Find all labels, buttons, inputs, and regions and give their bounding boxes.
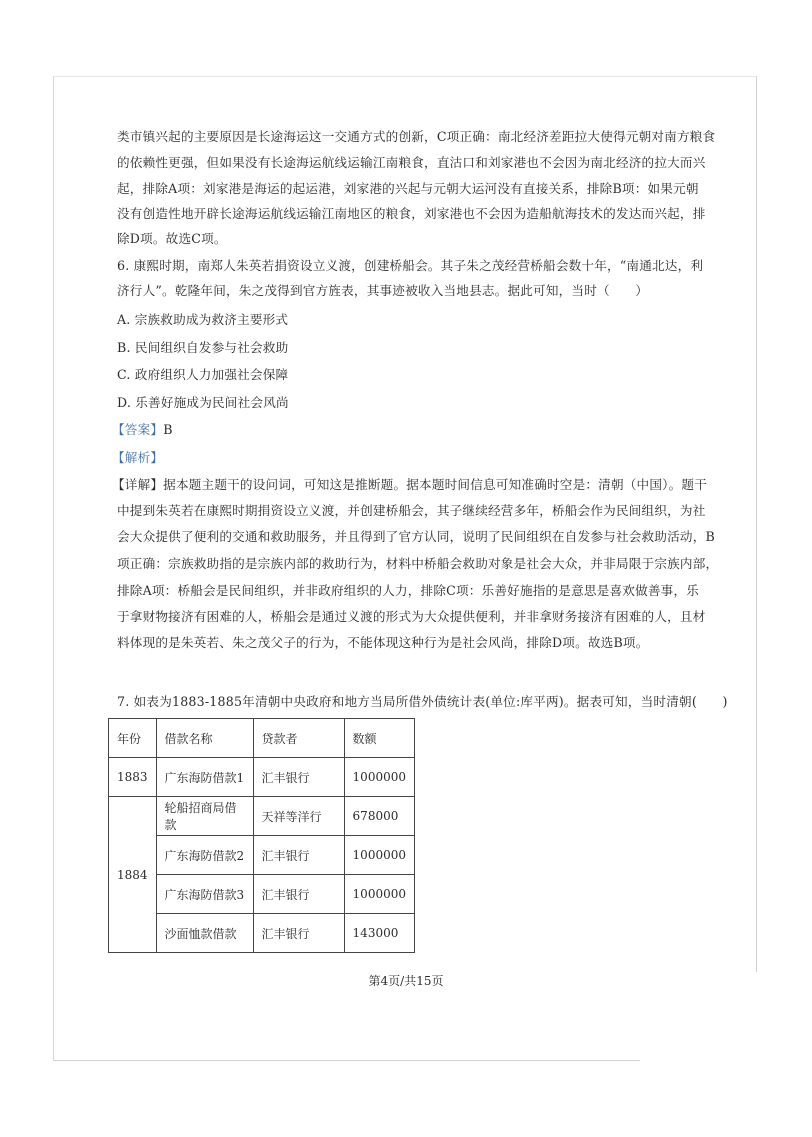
cell: 汇丰银行 (253, 836, 344, 875)
cell: 轮船招商局借款 (156, 797, 253, 836)
detail-line: 【详解】据本题主题干的设问词，可知这是推断题。据本题时间信息可知准确时空是：清朝（中国）。题干 (112, 477, 708, 492)
detail-line: 料体现的是朱英若、朱之茂父子的行为，不能体现这种行为是社会风尚，排除D项。故选B项。 (117, 635, 649, 650)
option-a: A. 宗族救助成为救济主要形式 (117, 312, 289, 327)
detail-line: 中提到朱英若在康熙时期捐资设立义渡，并创建桥船会，其子继续经营多年，桥船会作为民间组织，为社 (117, 503, 706, 518)
analysis-tag: 【解析】 (112, 450, 164, 465)
question-6-stem: 济行人”。乾隆年间，朱之茂得到官方旌表，其事迹被收入当地县志。据此可知，当时（ ） (117, 283, 649, 298)
text-line: 起，排除A项：刘家港是海运的起运港，刘家港的兴起与元朝大运河没有直接关系，排除B项：如果元朝 (117, 181, 699, 196)
cell: 1000000 (344, 758, 414, 797)
cell: 678000 (344, 797, 414, 836)
loan-table (108, 718, 415, 953)
answer-tag: 【答案】 (112, 422, 164, 437)
option-b: B. 民间组织自发参与社会救助 (117, 340, 289, 355)
header-lender: 贷款者 (253, 719, 344, 758)
cell: 汇丰银行 (253, 914, 344, 953)
detail-line: 于拿财物接济有困难的人，桥船会是通过义渡的形式为大众提供便利，并非拿财务接济有困难的人，且材 (117, 609, 706, 624)
header-year: 年份 (109, 719, 157, 758)
cell: 1000000 (344, 836, 414, 875)
cell: 1883 (109, 758, 157, 797)
cell: 1884 (109, 797, 157, 953)
question-7-stem: 7. 如表为1883-1885年清朝中央政府和地方当局所借外债统计表(单位:库平两)。据表可知，当时清朝( ) (117, 694, 728, 709)
cell: 汇丰银行 (253, 758, 344, 797)
table-header (109, 719, 415, 758)
header-loan-name: 借款名称 (156, 719, 253, 758)
detail-line: 项正确：宗族救助指的是宗族内部的救助行为，材料中桥船会救助对象是社会大众，并非局限于宗族内部， (117, 556, 719, 571)
text-line: 没有创造性地开辟长途海运航线运输江南地区的粮食，刘家港也不会因为造船航海技术的发达而兴起，排 (117, 206, 706, 221)
cell: 广东海防借款3 (156, 875, 253, 914)
cell: 天祥等洋行 (253, 797, 344, 836)
cell: 汇丰银行 (253, 875, 344, 914)
question-6-stem: 6. 康熙时期，南郑人朱英若捐资设立义渡，创建桥船会。其子朱之茂经营桥船会数十年，“南通北达，利 (117, 258, 704, 273)
option-c: C. 政府组织人力加强社会保障 (117, 367, 289, 382)
header-amount: 数额 (344, 719, 414, 758)
cell: 广东海防借款2 (156, 836, 253, 875)
option-d: D. 乐善好施成为民间社会风尚 (117, 395, 289, 410)
answer-line (112, 422, 173, 438)
text-line: 的依赖性更强，但如果没有长途海运航线运输江南粮食，直沽口和刘家港也不会因为南北经济的拉大而兴 (117, 155, 706, 170)
table-row (109, 758, 415, 797)
page-number: 第4页/共15页 (368, 974, 444, 988)
detail-line: 会大众提供了便利的交通和救助服务，并且得到了官方认同，说明了民间组织在自发参与社会救助活动，B (117, 529, 715, 544)
detail-line: 排除A项：桥船会是民间组织，并非政府组织的人力，排除C项：乐善好施指的是意思是喜欢做善事，乐 (117, 583, 700, 598)
text-line: 除D项。故选C项。 (117, 231, 227, 246)
cell: 广东海防借款1 (156, 758, 253, 797)
cell: 143000 (344, 914, 414, 953)
answer-value: B (163, 422, 173, 437)
cell: 沙面恤款借款 (156, 914, 253, 953)
text-line: 类市镇兴起的主要原因是长途海运这一交通方式的创新，C项正确：南北经济差距拉大使得元朝对南方粮食 (117, 129, 716, 144)
cell: 1000000 (344, 875, 414, 914)
table-row (109, 797, 415, 836)
